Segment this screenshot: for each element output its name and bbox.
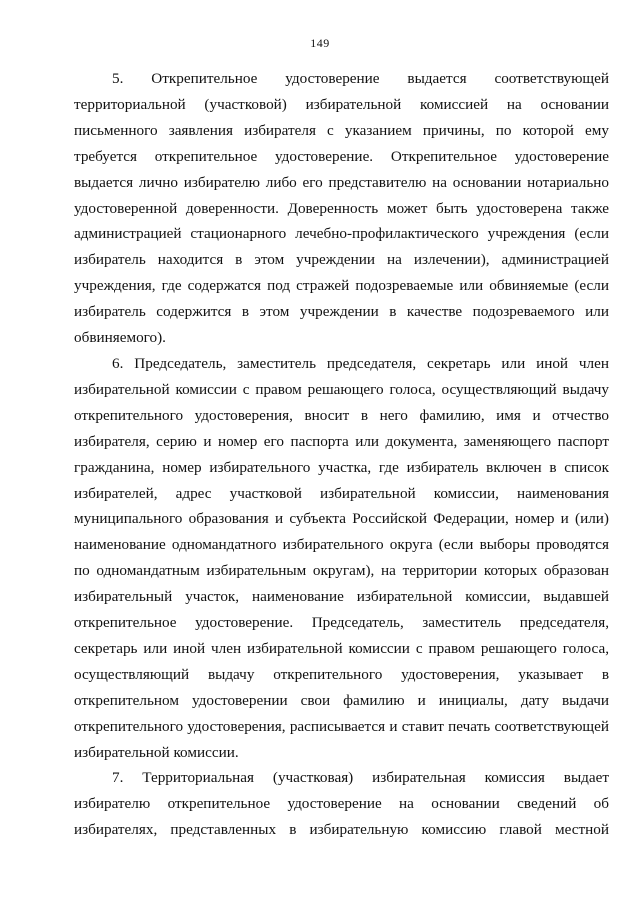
paragraph-5: 5. Открепительное удостоверение выдается соответствующей территориальной (участковой) избирательной комиссией на основании письменного заявления избирателя с указанием причины, по которой ему требуется открепительное удостоверение. Открепительное удостоверение выдается лично избирателю либо его представителю на основании нотариально удостоверенной доверенности. Доверенность может быть удостоверена также администрацией стационарного лечебно-профилактического учреждения (если избиратель находится в этом учреждении на излечении), администрацией учреждения, где содержатся под стражей подозреваемые или обвиняемые (если избиратель содержится в этом учреждении в качестве подозреваемого или обвиняемого). xyxy=(74,70,609,347)
paragraph-6: 6. Председатель, заместитель председателя, секретарь или иной член избирательной комиссии с правом решающего голоса, осуществляющий выдачу открепительного удостоверения, вносит в него фамилию, имя и отчество избирателя, серию и номер его паспорта или документа, заменяющего паспорт гражданина, номер избирательного участка, где избиратель включен в список избирателей, адрес участковой избирательной комиссии, наименования муниципального образования и субъекта Российской Федерации, номер и (или) наименование одномандатного избирательного округа (если выборы проводятся по одномандатным избирательным округам), на территории которых образован избирательный участок, наименование избирательной комиссии, выдавшей открепительное удостоверение. Председатель, заместитель председателя, секретарь или иной член избирательной комиссии с правом решающего голоса, осуществляющий выдачу открепительного удостоверения, указывает в открепительном удостоверении свои фамилию и инициалы, дату выдачи открепительного удостоверения, расписывается и ставит печать соответствующей избирательной комиссии. xyxy=(74,354,609,761)
paragraph-7: 7. Территориальная (участковая) избирательная комиссия выдает избирателю открепительное удостоверение на основании сведений об избирателях, представленных в избирательную комиссию главой местной xyxy=(74,769,609,839)
document-body xyxy=(74,66,609,843)
page-number: 149 xyxy=(310,36,330,50)
